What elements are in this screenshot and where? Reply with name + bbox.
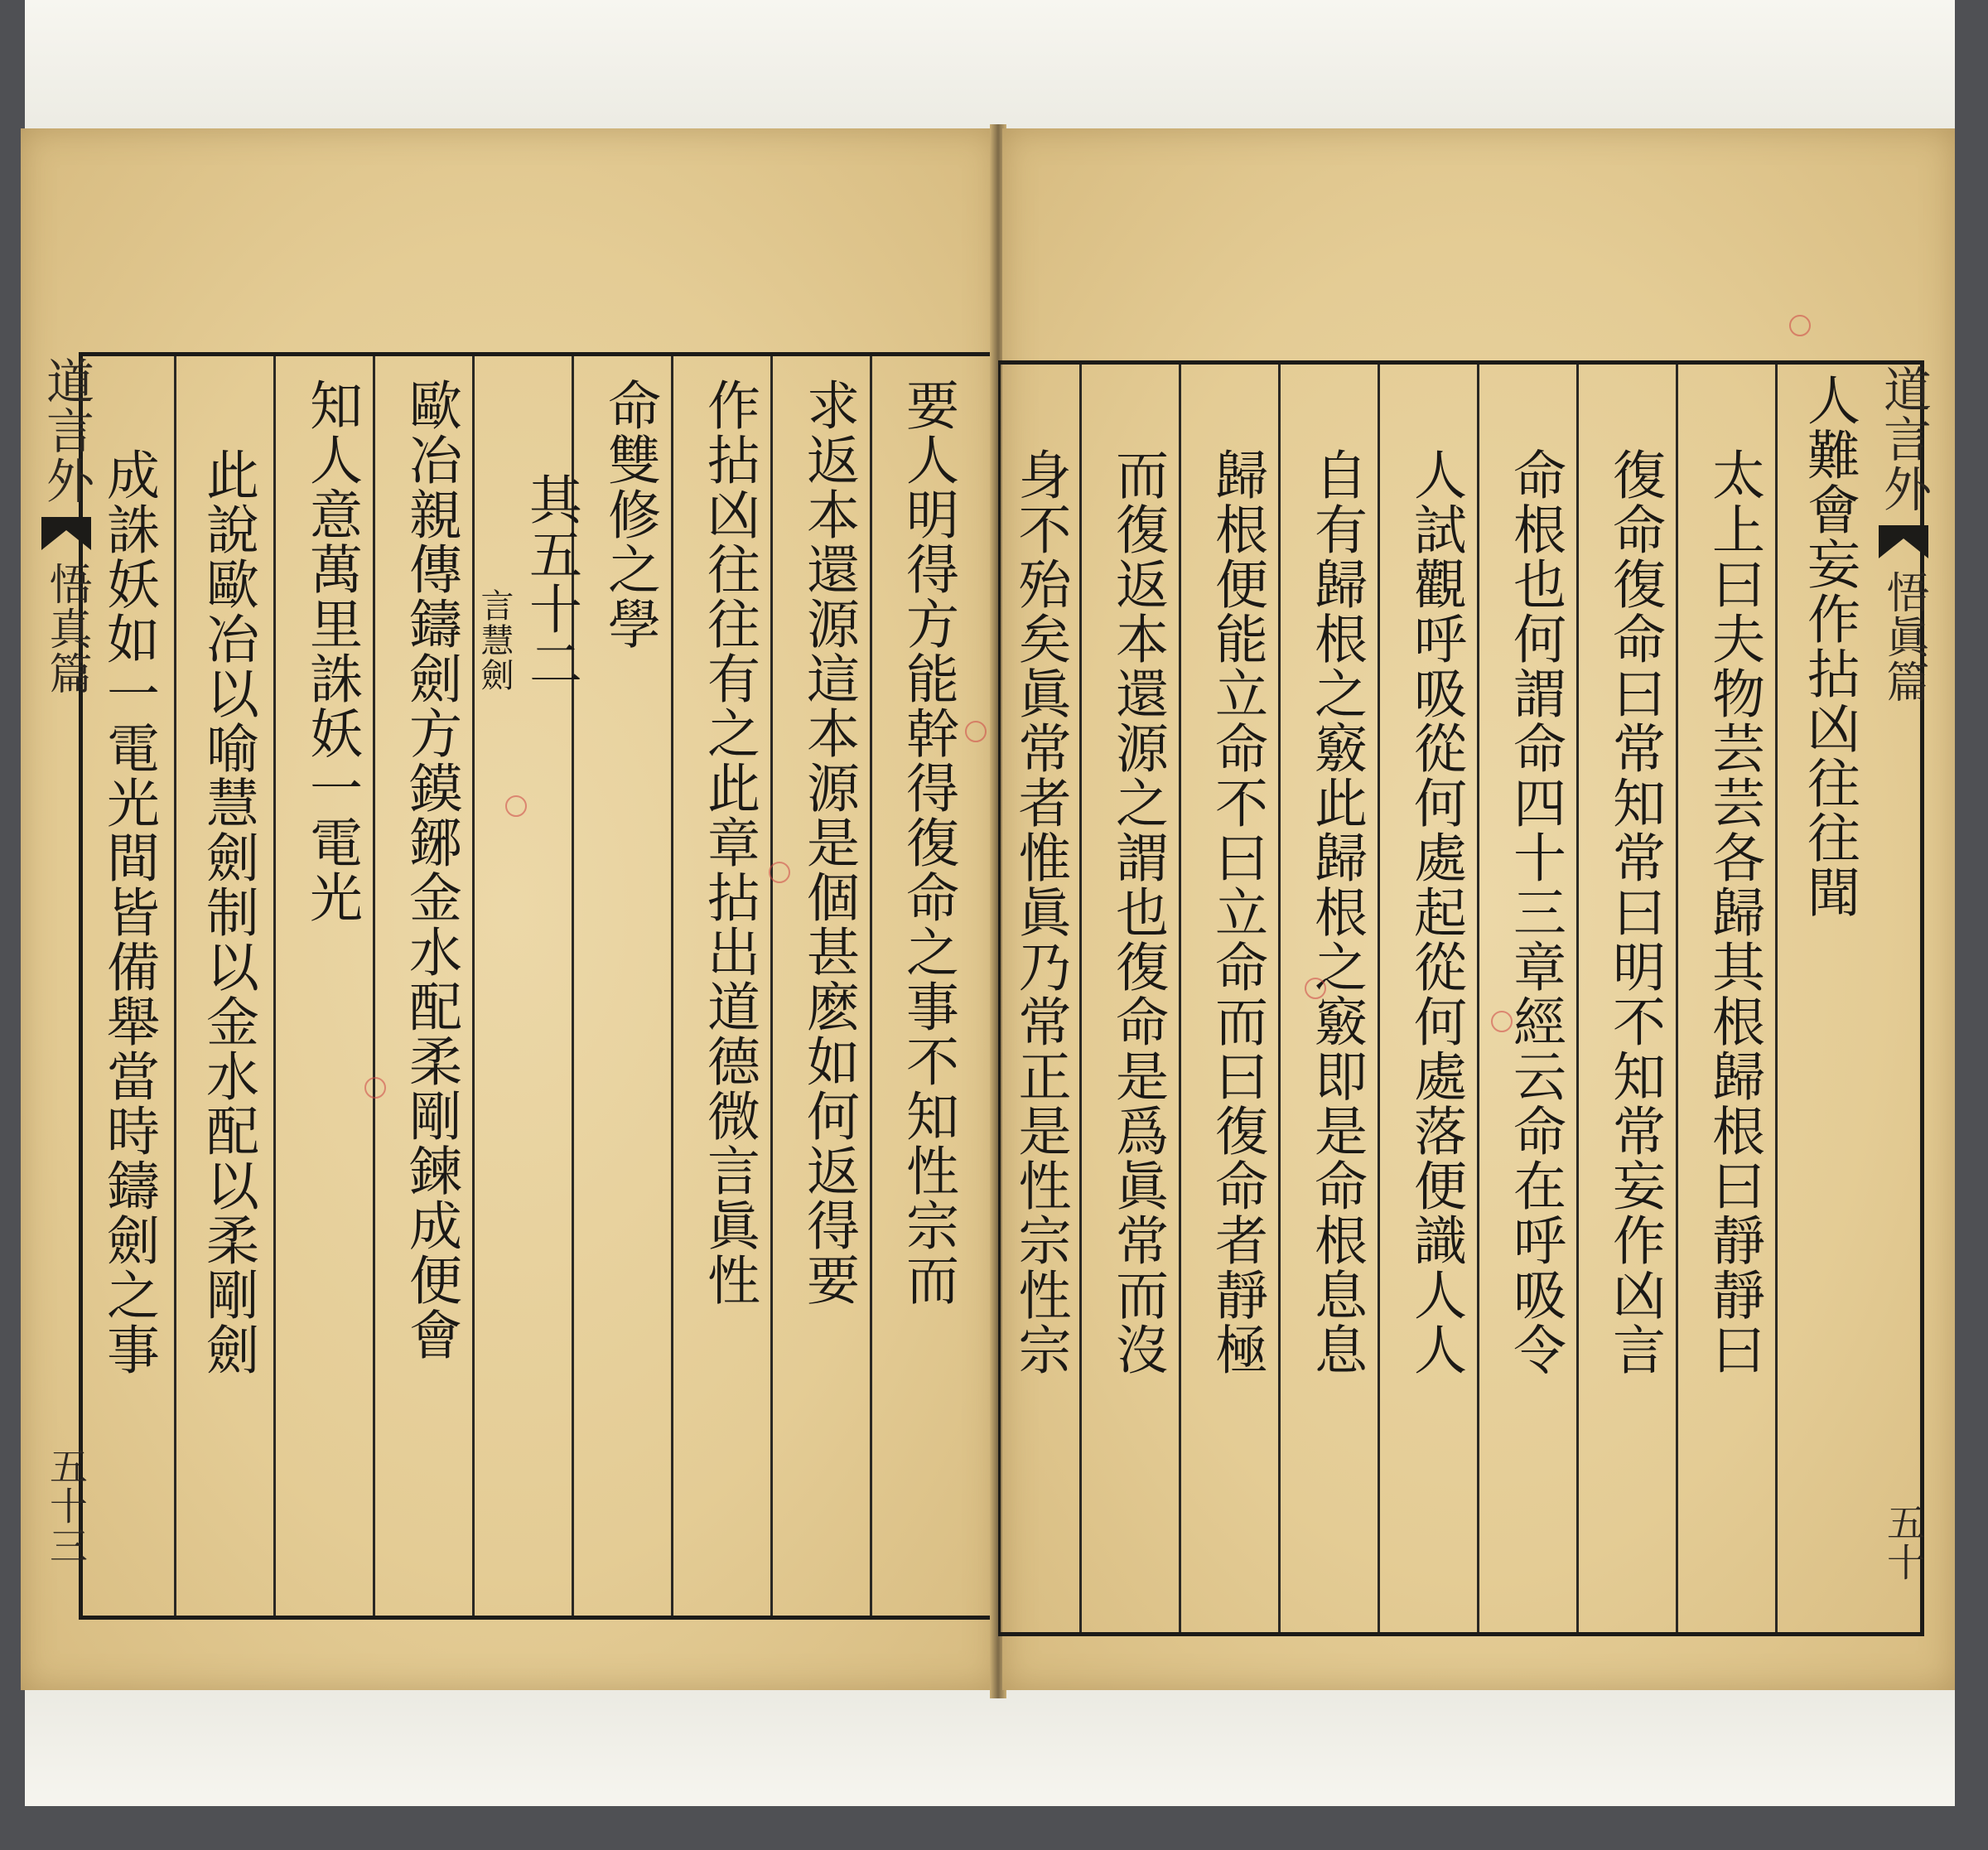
column-text: 要人明得方能幹得復命之事不知性宗而 xyxy=(897,378,958,1307)
column-text: 太上曰夫物芸芸各歸其根歸根曰靜靜曰 xyxy=(1703,447,1764,1377)
text-column xyxy=(878,356,977,1616)
text-column xyxy=(83,356,174,1616)
column-text: 求返本還源這本源是個甚麽如何返得要 xyxy=(798,378,859,1307)
text-column xyxy=(580,356,679,1616)
column-rule xyxy=(1079,365,1082,1632)
margin-section: 悟眞篇 xyxy=(1879,570,1928,704)
punctuation-mark xyxy=(965,721,987,742)
text-column xyxy=(282,356,381,1616)
column-text: 其五十二 xyxy=(520,472,581,691)
punctuation-mark xyxy=(1789,315,1811,336)
column-rule xyxy=(273,356,276,1616)
right-page-margin xyxy=(1870,365,1937,1632)
text-column xyxy=(1485,365,1585,1632)
text-column xyxy=(1187,365,1286,1632)
right-page xyxy=(1002,128,1955,1690)
left-page-frame xyxy=(38,352,1001,1620)
text-column xyxy=(1684,365,1783,1632)
column-text: 此說歐冶以喻慧劍制以金水配以柔剛劍 xyxy=(197,447,258,1377)
punctuation-mark xyxy=(1305,978,1326,999)
paper-edge-top-right xyxy=(1002,0,1955,133)
punctuation-mark xyxy=(364,1077,386,1099)
margin-section: 悟真篇 xyxy=(41,562,91,696)
column-text: 歐冶親傳鑄劍方鏌鋣金水配柔剛鍊成便會 xyxy=(400,378,461,1362)
text-column xyxy=(679,356,779,1616)
text-column xyxy=(1783,365,1875,1632)
text-column xyxy=(1088,365,1187,1632)
column-text: 身不殆矣眞常者惟眞乃常正是性宗性宗 xyxy=(1009,447,1071,1377)
column-text: 命根也何謂命四十三章經云命在呼吸令 xyxy=(1504,447,1566,1377)
margin-title: 道言外 xyxy=(1875,365,1932,514)
punctuation-mark xyxy=(505,795,527,817)
column-text: 而復返本還源之謂也復命是爲眞常而沒 xyxy=(1107,447,1168,1377)
column-text: 人試觀呼吸從何處起從何處落便識人人 xyxy=(1405,447,1466,1377)
left-page xyxy=(21,128,998,1690)
text-column xyxy=(779,356,878,1616)
text-column xyxy=(182,356,273,1616)
column-text: 知人意萬里誅妖一電光 xyxy=(301,378,362,925)
punctuation-mark xyxy=(1491,1011,1513,1032)
text-column xyxy=(1286,365,1386,1632)
column-text: 人難會妄作拈凶往往聞 xyxy=(1798,373,1860,920)
paper-edge-top-left xyxy=(25,0,1002,133)
column-text: 作拈凶往往有之此章拈出道德微言眞性 xyxy=(698,378,760,1307)
punctuation-mark xyxy=(769,862,790,883)
margin-title: 道言外 xyxy=(38,356,94,505)
column-text: 復命復命曰常知常曰明不知常妄作凶言 xyxy=(1604,447,1665,1377)
margin-folio: 五十 xyxy=(1881,1503,1926,1582)
column-text: 歸根便能立命不曰立命而曰復命者靜極 xyxy=(1206,447,1267,1377)
column-text: 成誅妖如一電光間皆備舉當時鑄劍之事 xyxy=(98,447,159,1377)
column-note: 言慧劍 xyxy=(475,588,514,693)
text-column xyxy=(1386,365,1485,1632)
right-page-frame xyxy=(998,360,1932,1636)
column-rule xyxy=(174,356,176,1616)
column-text: 自有歸根之竅此歸根之竅即是命根息息 xyxy=(1305,447,1367,1377)
text-column xyxy=(1001,365,1079,1632)
column-text: 命雙修之學 xyxy=(599,378,660,651)
margin-folio: 五十三 xyxy=(44,1447,89,1566)
text-column xyxy=(475,356,581,1616)
fishtail-mark xyxy=(1879,525,1928,558)
text-column xyxy=(1585,365,1684,1632)
text-column xyxy=(381,356,480,1616)
